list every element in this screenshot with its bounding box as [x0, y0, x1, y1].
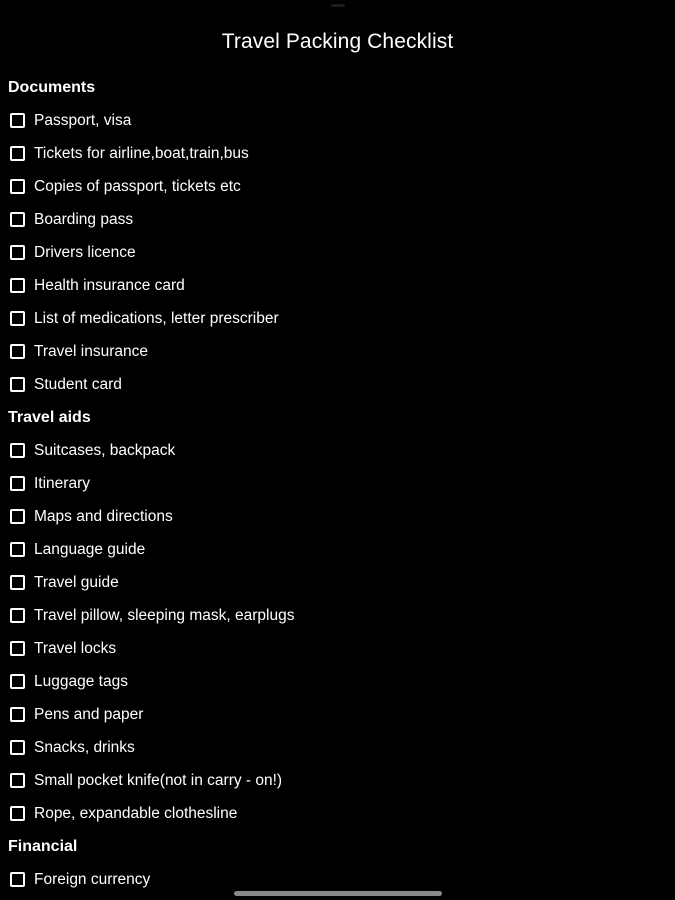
checklist-item-label: Tickets for airline,boat,train,bus [34, 144, 249, 162]
checklist-item-label: Student card [34, 375, 122, 393]
checklist-item[interactable] [0, 731, 675, 764]
checklist-item[interactable] [0, 236, 675, 269]
checkbox-icon[interactable] [10, 773, 25, 788]
checklist-item[interactable] [0, 698, 675, 731]
checklist-item[interactable] [0, 797, 675, 830]
checkbox-icon[interactable] [10, 146, 25, 161]
checkbox-icon[interactable] [10, 509, 25, 524]
checkbox-icon[interactable] [10, 575, 25, 590]
section-header: Documents [8, 79, 96, 96]
checklist-item-label: List of medications, letter prescriber [34, 309, 279, 327]
checklist-item[interactable] [0, 764, 675, 797]
section-header: Travel aids [8, 409, 91, 426]
checklist-item[interactable] [0, 137, 675, 170]
checklist-item-label: Travel pillow, sleeping mask, earplugs [34, 606, 295, 624]
checklist-item-label: Travel insurance [34, 342, 149, 360]
checklist-item[interactable] [0, 170, 675, 203]
home-indicator[interactable] [234, 891, 442, 896]
checklist-item-label: Travel guide [34, 573, 119, 591]
checklist-item-label: Pens and paper [34, 705, 144, 723]
checkbox-icon[interactable] [10, 443, 25, 458]
checkbox-icon[interactable] [10, 641, 25, 656]
checklist-item-label: Itinerary [34, 474, 90, 492]
checklist-item[interactable] [0, 632, 675, 665]
checklist-item-label: Boarding pass [34, 210, 134, 228]
checkbox-icon[interactable] [10, 740, 25, 755]
checklist-item[interactable] [0, 665, 675, 698]
checkbox-icon[interactable] [10, 377, 25, 392]
section-documents [0, 71, 675, 401]
checklist-item[interactable] [0, 302, 675, 335]
checklist-item-label: Snacks, drinks [34, 738, 135, 756]
checklist-item-label: Travel locks [34, 639, 117, 657]
checkbox-icon[interactable] [10, 806, 25, 821]
checklist-item-label: Language guide [34, 540, 146, 558]
checklist [0, 71, 675, 896]
section-travel-aids [0, 401, 675, 830]
checklist-item-label: Suitcases, backpack [34, 441, 176, 459]
checklist-item[interactable] [0, 533, 675, 566]
checkbox-icon[interactable] [10, 542, 25, 557]
checklist-item[interactable] [0, 434, 675, 467]
section-financial [0, 830, 675, 896]
checklist-item[interactable] [0, 335, 675, 368]
checkbox-icon[interactable] [10, 674, 25, 689]
checklist-item[interactable] [0, 203, 675, 236]
checklist-item-label: Rope, expandable clothesline [34, 804, 238, 822]
checkbox-icon[interactable] [10, 344, 25, 359]
checkbox-icon[interactable] [10, 179, 25, 194]
checklist-item[interactable] [0, 467, 675, 500]
checkbox-icon[interactable] [10, 278, 25, 293]
section-header: Financial [8, 838, 78, 855]
checklist-item[interactable] [0, 500, 675, 533]
checklist-item-label: Foreign currency [34, 870, 151, 888]
checklist-item-label: Copies of passport, tickets etc [34, 177, 241, 195]
checklist-item-label: Health insurance card [34, 276, 185, 294]
checklist-item-label: Small pocket knife(not in carry - on!) [34, 771, 283, 789]
checkbox-icon[interactable] [10, 707, 25, 722]
checkbox-icon[interactable] [10, 245, 25, 260]
checkbox-icon[interactable] [10, 212, 25, 227]
page-title: Travel Packing Checklist [221, 30, 454, 53]
checklist-item[interactable] [0, 566, 675, 599]
checkbox-icon[interactable] [10, 113, 25, 128]
checklist-item[interactable] [0, 599, 675, 632]
checklist-item-label: Luggage tags [34, 672, 128, 690]
checklist-item[interactable] [0, 104, 675, 137]
checklist-item[interactable] [0, 368, 675, 401]
checkbox-icon[interactable] [10, 311, 25, 326]
checkbox-icon[interactable] [10, 608, 25, 623]
status-bar-indicator [331, 4, 345, 7]
checkbox-icon[interactable] [10, 476, 25, 491]
checkbox-icon[interactable] [10, 872, 25, 887]
checklist-item-label: Drivers licence [34, 243, 136, 261]
checklist-item-label: Maps and directions [34, 507, 173, 525]
checklist-item[interactable] [0, 269, 675, 302]
checklist-item-label: Passport, visa [34, 111, 132, 129]
